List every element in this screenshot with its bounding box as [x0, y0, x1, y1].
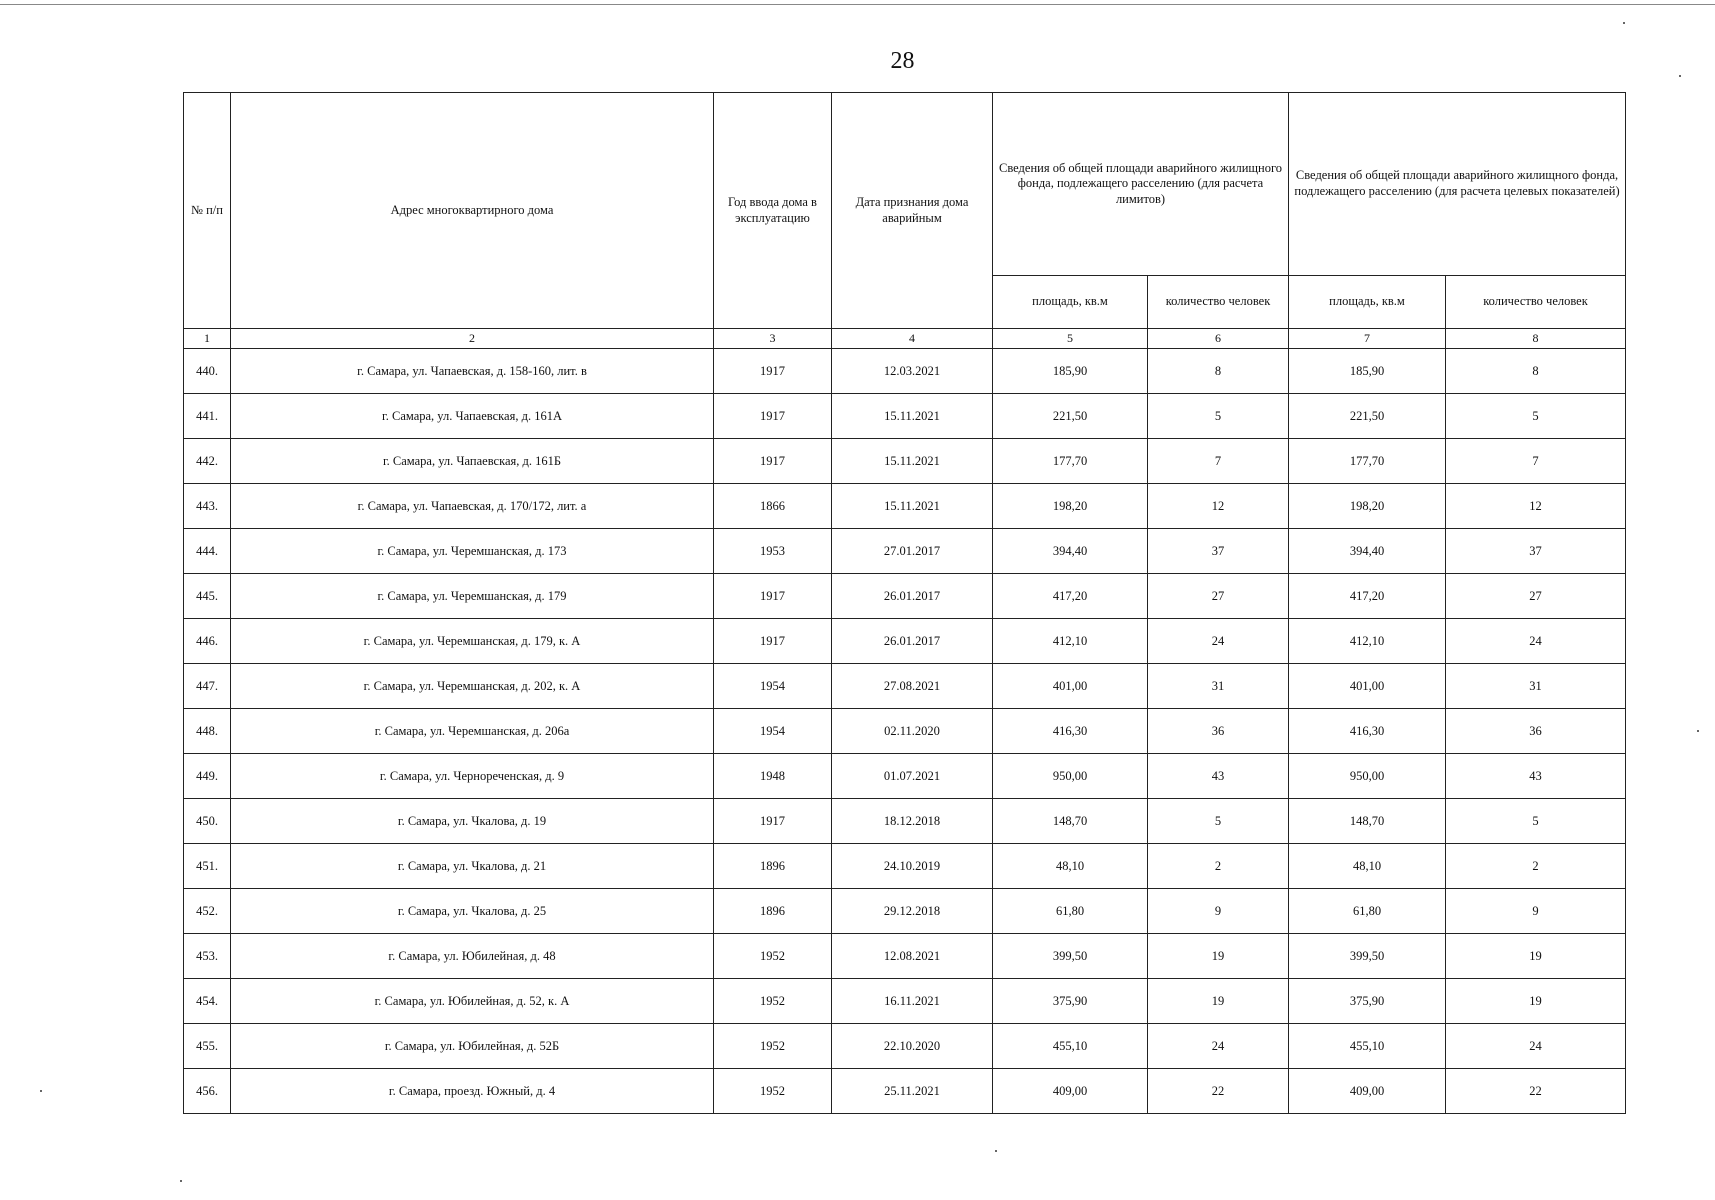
- year-cell: 1953: [714, 529, 832, 574]
- area-targets-cell: 455,10: [1289, 1024, 1446, 1069]
- address-cell: г. Самара, проезд. Южный, д. 4: [231, 1069, 714, 1114]
- people-targets-cell: 7: [1446, 439, 1626, 484]
- address-cell: г. Самара, ул. Юбилейная, д. 52, к. А: [231, 979, 714, 1024]
- scan-speck: [995, 1150, 997, 1152]
- area-limits-cell: 198,20: [993, 484, 1148, 529]
- header-row: [184, 93, 1626, 276]
- header-group-limits: Сведения об общей площади аварийного жилищного фонда, подлежащего расселению (для расчета лимитов): [993, 93, 1289, 276]
- date-cell: 01.07.2021: [832, 754, 993, 799]
- row-number: 444.: [184, 529, 231, 574]
- address-cell: г. Самара, ул. Черемшанская, д. 179, к. А: [231, 619, 714, 664]
- year-cell: 1954: [714, 664, 832, 709]
- header-num: № п/п: [184, 93, 231, 329]
- people-targets-cell: 8: [1446, 349, 1626, 394]
- subheader-area-targets: площадь, кв.м: [1289, 276, 1446, 329]
- area-targets-cell: 177,70: [1289, 439, 1446, 484]
- people-limits-cell: 24: [1148, 1024, 1289, 1069]
- area-targets-cell: 409,00: [1289, 1069, 1446, 1114]
- area-targets-cell: 950,00: [1289, 754, 1446, 799]
- column-number: 8: [1446, 329, 1626, 349]
- address-cell: г. Самара, ул. Юбилейная, д. 52Б: [231, 1024, 714, 1069]
- area-targets-cell: 416,30: [1289, 709, 1446, 754]
- date-cell: 22.10.2020: [832, 1024, 993, 1069]
- page-number: 28: [890, 48, 915, 74]
- address-cell: г. Самара, ул. Чкалова, д. 25: [231, 889, 714, 934]
- people-limits-cell: 36: [1148, 709, 1289, 754]
- column-number: 3: [714, 329, 832, 349]
- people-targets-cell: 24: [1446, 1024, 1626, 1069]
- area-targets-cell: 394,40: [1289, 529, 1446, 574]
- people-limits-cell: 22: [1148, 1069, 1289, 1114]
- year-cell: 1866: [714, 484, 832, 529]
- column-number: 2: [231, 329, 714, 349]
- address-cell: г. Самара, ул. Черемшанская, д. 179: [231, 574, 714, 619]
- area-targets-cell: 48,10: [1289, 844, 1446, 889]
- year-cell: 1948: [714, 754, 832, 799]
- table-row: [184, 439, 1626, 484]
- people-limits-cell: 7: [1148, 439, 1289, 484]
- address-cell: г. Самара, ул. Чапаевская, д. 161А: [231, 394, 714, 439]
- row-number: 447.: [184, 664, 231, 709]
- people-targets-cell: 12: [1446, 484, 1626, 529]
- date-cell: 15.11.2021: [832, 439, 993, 484]
- date-cell: 27.01.2017: [832, 529, 993, 574]
- row-number: 455.: [184, 1024, 231, 1069]
- header-address: Адрес многоквартирного дома: [231, 93, 714, 329]
- area-limits-cell: 375,90: [993, 979, 1148, 1024]
- table-row: [184, 529, 1626, 574]
- area-targets-cell: 375,90: [1289, 979, 1446, 1024]
- row-number: 454.: [184, 979, 231, 1024]
- people-targets-cell: 27: [1446, 574, 1626, 619]
- column-number: 7: [1289, 329, 1446, 349]
- address-cell: г. Самара, ул. Юбилейная, д. 48: [231, 934, 714, 979]
- year-cell: 1952: [714, 934, 832, 979]
- address-cell: г. Самара, ул. Чкалова, д. 21: [231, 844, 714, 889]
- address-cell: г. Самара, ул. Чапаевская, д. 161Б: [231, 439, 714, 484]
- date-cell: 26.01.2017: [832, 619, 993, 664]
- row-number: 446.: [184, 619, 231, 664]
- people-targets-cell: 19: [1446, 934, 1626, 979]
- address-cell: г. Самара, ул. Чапаевская, д. 170/172, лит. а: [231, 484, 714, 529]
- people-limits-cell: 5: [1148, 394, 1289, 439]
- row-number: 440.: [184, 349, 231, 394]
- people-limits-cell: 8: [1148, 349, 1289, 394]
- row-number: 448.: [184, 709, 231, 754]
- date-cell: 02.11.2020: [832, 709, 993, 754]
- people-limits-cell: 27: [1148, 574, 1289, 619]
- people-limits-cell: 24: [1148, 619, 1289, 664]
- row-number: 441.: [184, 394, 231, 439]
- table-row: [184, 1024, 1626, 1069]
- area-limits-cell: 148,70: [993, 799, 1148, 844]
- area-targets-cell: 185,90: [1289, 349, 1446, 394]
- year-cell: 1917: [714, 349, 832, 394]
- people-targets-cell: 5: [1446, 799, 1626, 844]
- people-targets-cell: 31: [1446, 664, 1626, 709]
- year-cell: 1917: [714, 574, 832, 619]
- scan-speck: [40, 1090, 42, 1092]
- area-limits-cell: 221,50: [993, 394, 1148, 439]
- area-limits-cell: 417,20: [993, 574, 1148, 619]
- area-targets-cell: 198,20: [1289, 484, 1446, 529]
- area-targets-cell: 399,50: [1289, 934, 1446, 979]
- address-cell: г. Самара, ул. Чапаевская, д. 158-160, лит. в: [231, 349, 714, 394]
- date-cell: 26.01.2017: [832, 574, 993, 619]
- column-number: 6: [1148, 329, 1289, 349]
- table-row: [184, 799, 1626, 844]
- table-row: [184, 754, 1626, 799]
- table-row: [184, 1069, 1626, 1114]
- area-targets-cell: 412,10: [1289, 619, 1446, 664]
- table-row: [184, 889, 1626, 934]
- date-cell: 15.11.2021: [832, 484, 993, 529]
- people-limits-cell: 2: [1148, 844, 1289, 889]
- emergency-housing-table: [183, 92, 1626, 1114]
- year-cell: 1954: [714, 709, 832, 754]
- scan-speck: [1623, 22, 1625, 24]
- table-row: [184, 394, 1626, 439]
- row-number: 456.: [184, 1069, 231, 1114]
- date-cell: 29.12.2018: [832, 889, 993, 934]
- people-limits-cell: 9: [1148, 889, 1289, 934]
- area-targets-cell: 417,20: [1289, 574, 1446, 619]
- area-targets-cell: 221,50: [1289, 394, 1446, 439]
- people-limits-cell: 43: [1148, 754, 1289, 799]
- year-cell: 1917: [714, 394, 832, 439]
- area-limits-cell: 177,70: [993, 439, 1148, 484]
- area-limits-cell: 394,40: [993, 529, 1148, 574]
- table-row: [184, 664, 1626, 709]
- year-cell: 1917: [714, 619, 832, 664]
- area-limits-cell: 399,50: [993, 934, 1148, 979]
- scan-top-rule: [0, 4, 1715, 5]
- address-cell: г. Самара, ул. Черемшанская, д. 206а: [231, 709, 714, 754]
- area-limits-cell: 416,30: [993, 709, 1148, 754]
- year-cell: 1917: [714, 799, 832, 844]
- date-cell: 24.10.2019: [832, 844, 993, 889]
- area-limits-cell: 412,10: [993, 619, 1148, 664]
- area-limits-cell: 48,10: [993, 844, 1148, 889]
- date-cell: 12.03.2021: [832, 349, 993, 394]
- people-targets-cell: 22: [1446, 1069, 1626, 1114]
- people-targets-cell: 43: [1446, 754, 1626, 799]
- area-limits-cell: 401,00: [993, 664, 1148, 709]
- table-row: [184, 934, 1626, 979]
- people-limits-cell: 19: [1148, 934, 1289, 979]
- header-group-targets: Сведения об общей площади аварийного жилищного фонда, подлежащего расселению (для расчета целевых показателей): [1289, 93, 1626, 276]
- row-number: 443.: [184, 484, 231, 529]
- people-targets-cell: 5: [1446, 394, 1626, 439]
- scan-speck: [180, 1180, 182, 1182]
- year-cell: 1952: [714, 1069, 832, 1114]
- people-limits-cell: 37: [1148, 529, 1289, 574]
- table-body: [184, 349, 1626, 1114]
- date-cell: 27.08.2021: [832, 664, 993, 709]
- date-cell: 15.11.2021: [832, 394, 993, 439]
- people-limits-cell: 31: [1148, 664, 1289, 709]
- date-cell: 25.11.2021: [832, 1069, 993, 1114]
- date-cell: 18.12.2018: [832, 799, 993, 844]
- table-row: [184, 844, 1626, 889]
- area-targets-cell: 61,80: [1289, 889, 1446, 934]
- address-cell: г. Самара, ул. Черемшанская, д. 173: [231, 529, 714, 574]
- row-number: 445.: [184, 574, 231, 619]
- subheader-area-limits: площадь, кв.м: [993, 276, 1148, 329]
- table-row: [184, 484, 1626, 529]
- address-cell: г. Самара, ул. Черемшанская, д. 202, к. А: [231, 664, 714, 709]
- table-row: [184, 349, 1626, 394]
- column-number: 4: [832, 329, 993, 349]
- row-number: 452.: [184, 889, 231, 934]
- people-targets-cell: 37: [1446, 529, 1626, 574]
- people-targets-cell: 19: [1446, 979, 1626, 1024]
- year-cell: 1952: [714, 979, 832, 1024]
- row-number: 453.: [184, 934, 231, 979]
- table-row: [184, 619, 1626, 664]
- table-row: [184, 709, 1626, 754]
- column-number-row: [184, 329, 1626, 349]
- people-targets-cell: 9: [1446, 889, 1626, 934]
- header-year: Год ввода дома в эксплуатацию: [714, 93, 832, 329]
- area-limits-cell: 409,00: [993, 1069, 1148, 1114]
- people-targets-cell: 24: [1446, 619, 1626, 664]
- scan-speck: [1679, 75, 1681, 77]
- people-limits-cell: 5: [1148, 799, 1289, 844]
- year-cell: 1917: [714, 439, 832, 484]
- address-cell: г. Самара, ул. Чернореченская, д. 9: [231, 754, 714, 799]
- row-number: 450.: [184, 799, 231, 844]
- subheader-people-targets: количество человек: [1446, 276, 1626, 329]
- table-row: [184, 574, 1626, 619]
- area-limits-cell: 455,10: [993, 1024, 1148, 1069]
- column-number: 5: [993, 329, 1148, 349]
- people-targets-cell: 2: [1446, 844, 1626, 889]
- area-limits-cell: 185,90: [993, 349, 1148, 394]
- area-targets-cell: 148,70: [1289, 799, 1446, 844]
- date-cell: 12.08.2021: [832, 934, 993, 979]
- row-number: 442.: [184, 439, 231, 484]
- area-targets-cell: 401,00: [1289, 664, 1446, 709]
- year-cell: 1896: [714, 844, 832, 889]
- subheader-people-limits: количество человек: [1148, 276, 1289, 329]
- people-limits-cell: 19: [1148, 979, 1289, 1024]
- people-targets-cell: 36: [1446, 709, 1626, 754]
- year-cell: 1952: [714, 1024, 832, 1069]
- year-cell: 1896: [714, 889, 832, 934]
- address-cell: г. Самара, ул. Чкалова, д. 19: [231, 799, 714, 844]
- row-number: 449.: [184, 754, 231, 799]
- table-row: [184, 979, 1626, 1024]
- scan-speck: [1697, 730, 1699, 732]
- row-number: 451.: [184, 844, 231, 889]
- area-limits-cell: 950,00: [993, 754, 1148, 799]
- date-cell: 16.11.2021: [832, 979, 993, 1024]
- column-number: 1: [184, 329, 231, 349]
- header-date: Дата признания дома аварийным: [832, 93, 993, 329]
- people-limits-cell: 12: [1148, 484, 1289, 529]
- area-limits-cell: 61,80: [993, 889, 1148, 934]
